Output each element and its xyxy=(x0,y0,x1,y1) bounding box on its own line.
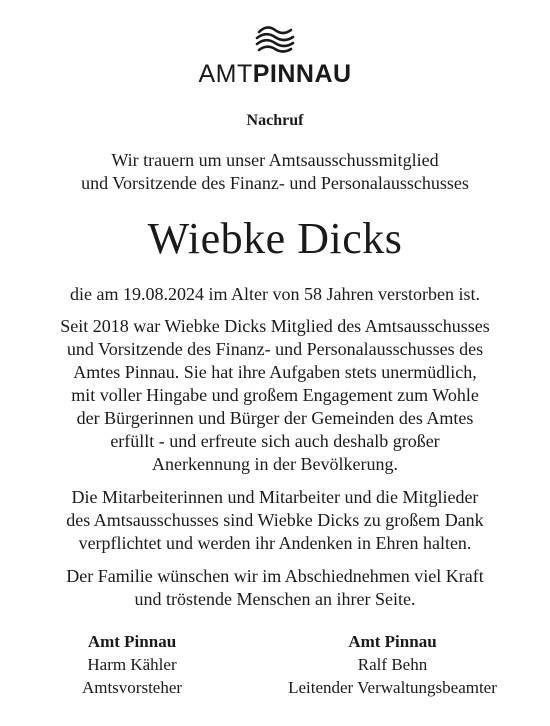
logo-text-amt: AMT xyxy=(198,60,253,88)
death-notice xyxy=(0,283,550,306)
intro-line: Wir trauern um unser Amtsausschussmitglied xyxy=(111,150,439,170)
obituary-heading: Nachruf xyxy=(246,112,304,129)
paragraph-line: Anerkennung in der Bevölkerung. xyxy=(152,454,398,474)
paragraph-condolence xyxy=(0,565,550,611)
signature-org: Amt Pinnau xyxy=(87,632,177,651)
paragraph-line: Amtes Pinnau. Sie hat ihre Aufgaben stets unermüdlich, xyxy=(73,362,477,382)
signature-person: Ralf Behn xyxy=(357,655,428,674)
logo-wordmark xyxy=(0,60,550,88)
death-line: die am 19.08.2024 im Alter von 58 Jahren verstorben ist. xyxy=(70,284,480,304)
paragraph-tribute xyxy=(0,315,550,476)
signature-role: Amtsvorsteher xyxy=(81,678,183,697)
paragraph-line: der Bürgerinnen und Bürger der Gemeinden des Amtes xyxy=(76,408,474,428)
paragraph-line: verpflichtet und werden ihr Andenken in Ehren halten. xyxy=(78,533,472,553)
paragraph-gratitude xyxy=(0,486,550,555)
intro-line: und Vorsitzende des Finanz- und Personalausschusses xyxy=(81,173,469,193)
paragraph-line: und Vorsitzende des Finanz- und Personalausschusses des xyxy=(66,339,484,359)
paragraph-line: Der Familie wünschen wir im Abschiednehmen viel Kraft xyxy=(66,566,484,586)
paragraph-line: erfüllt - und erfreute sich auch deshalb großer xyxy=(110,431,440,451)
paragraph-line: Die Mitarbeiterinnen und Mitarbeiter und die Mitglieder xyxy=(71,487,479,507)
logo xyxy=(0,22,550,88)
signature-left xyxy=(52,630,212,699)
intro-text xyxy=(0,149,550,195)
paragraph-line: mit voller Hingabe und großem Engagement zum Wohle xyxy=(71,385,479,405)
waves-icon xyxy=(253,22,297,58)
logo-text-pinnau: PINNAU xyxy=(252,60,352,88)
paragraph-line: und tröstende Menschen an ihrer Seite. xyxy=(134,589,416,609)
signature-role: Leitender Verwaltungsbeamter xyxy=(288,678,497,697)
paragraph-line: des Amtsausschusses sind Wiebke Dicks zu großem Dank xyxy=(66,510,484,530)
deceased-name: Wiebke Dicks xyxy=(147,214,403,263)
signature-org: Amt Pinnau xyxy=(348,632,437,651)
signature-person: Harm Kähler xyxy=(87,655,177,674)
paragraph-line: Seit 2018 war Wiebke Dicks Mitglied des Amtsausschusses xyxy=(60,316,490,336)
signature-right xyxy=(250,630,535,699)
